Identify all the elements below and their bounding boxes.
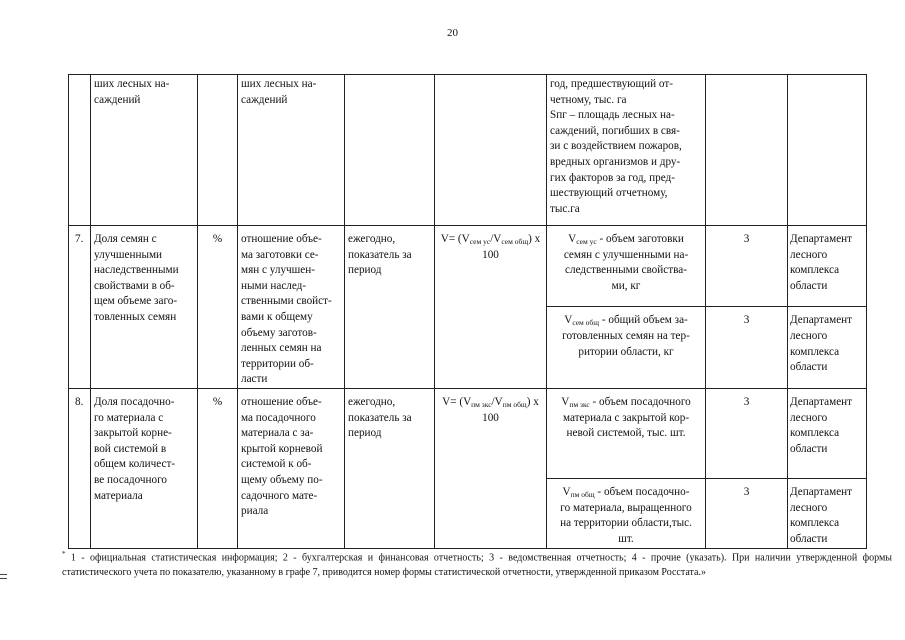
- variable-definition: $V_{сем ус}$ - объем заготовки семян с улучшенными на- следственными свойства- ми, кг: [547, 226, 706, 307]
- margin-mark: [0, 578, 7, 579]
- indicators-table: [68, 74, 867, 549]
- data-source: 3: [706, 478, 788, 548]
- responsible: Департамент лесного комплекса области: [788, 307, 867, 388]
- row-number: 8.: [69, 388, 91, 548]
- data-source: 3: [706, 226, 788, 307]
- variable-definition: год, предшествующий от- четному, тыс. га Sпг – площадь лесных на- саждений, погибших в свя- зи с воздействием пожаров, вредных организмов и дру- гих факторов за год, пред- шествующий отчетному, тыс.га: [547, 75, 706, 226]
- table-row: [69, 75, 867, 226]
- indicator-definition: отношение объе- ма заготовки се- мян с улучшен- ными наслед- ственными свойст- вами к общему объему заготов- ленных семян на территории об- ласти: [238, 226, 345, 389]
- table-row: [69, 388, 867, 478]
- margin-mark: [0, 574, 7, 575]
- data-source: 3: [706, 307, 788, 388]
- responsible: Департамент лесного комплекса области: [788, 478, 867, 548]
- formula: $V= (V_{сем ус}/V_{сем общ})$ x 100: [435, 226, 547, 389]
- footnote: [62, 547, 892, 580]
- unit: %: [198, 226, 238, 389]
- periodicity: ежегодно, показатель за период: [345, 226, 435, 389]
- responsible: Департамент лесного комплекса области: [788, 388, 867, 478]
- page-number: 20: [447, 27, 458, 39]
- indicator-name: ших лесных на- саждений: [91, 75, 198, 226]
- variable-definition: $V_{пм зкс}$ - объем посадочного материала с закрытой кор- невой системой, тыс. шт.: [547, 388, 706, 478]
- indicator-definition: отношение объе- ма посадочного материала с за- крытой корневой системой к об- щему объему по- садочного мате- риала: [238, 388, 345, 548]
- variable-definition: $V_{сем общ}$ - общий объем за- готовленных семян на тер- ритории области, кг: [547, 307, 706, 388]
- indicator-definition: ших лесных на- саждений: [238, 75, 345, 226]
- data-source: 3: [706, 388, 788, 478]
- indicator-name: Доля посадочно- го материала с закрытой корне- вой системой в общем количест- ве посадочного материала: [91, 388, 198, 548]
- responsible: Департамент лесного комплекса области: [788, 226, 867, 307]
- formula: $V= (V_{пм зкс}/V_{пм общ})$ x 100: [435, 388, 547, 548]
- periodicity: ежегодно, показатель за период: [345, 388, 435, 548]
- footnote-text: 1 - официальная статистическая информация; 2 - бухгалтерская и финансовая отчетность; 3 - ведомственная отчетность; 4 - прочие (указать). При наличии утвержденной формы статистического учета по показателю, указанному в графе 7, приводится номер формы статистической отчетности, утвержденной приказом Росстата.»: [62, 552, 892, 578]
- table-row: [69, 226, 867, 307]
- indicator-name: Доля семян с улучшенными наследственными свойствами в об- щем объеме заго- товленных семян: [91, 226, 198, 389]
- row-number: 7.: [69, 226, 91, 389]
- footnote-marker: *: [62, 550, 66, 558]
- variable-definition: $V_{пм общ}$ - объем посадочно- го материала, выращенного на территории области,тыс. шт.: [547, 478, 706, 548]
- unit: %: [198, 388, 238, 548]
